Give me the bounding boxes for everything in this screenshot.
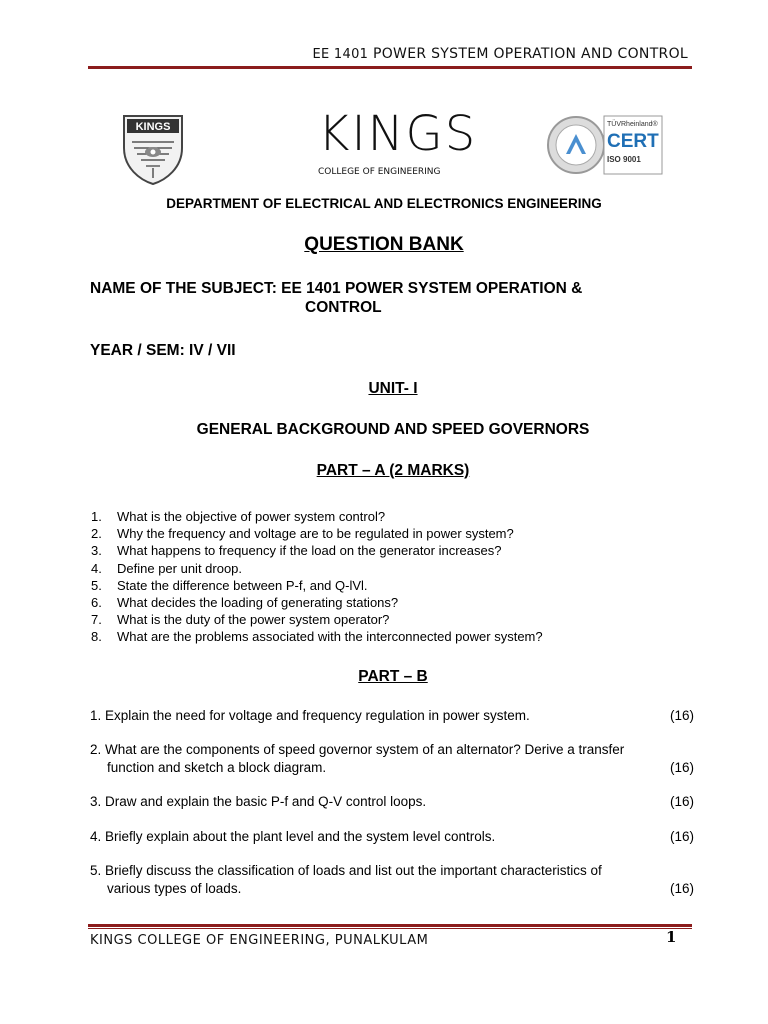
year-semester: YEAR / SEM: IV / VII bbox=[90, 342, 236, 359]
college-subtitle: COLLEGE OF ENGINEERING bbox=[318, 167, 441, 177]
iso-certification-icon bbox=[546, 114, 664, 176]
list-item: 6. What decides the loading of generating stations? bbox=[91, 594, 399, 610]
page-number: 1 bbox=[666, 928, 677, 946]
unit-title: GENERAL BACKGROUND AND SPEED GOVERNORS bbox=[196, 421, 590, 438]
list-item: 8. What are the problems associated with the interconnected power system? bbox=[91, 629, 543, 645]
page-title: QUESTION BANK bbox=[304, 234, 464, 255]
part-b-question-5: 5. Briefly discuss the classification of loads and list out the important characteristics of various types of loads. (16) bbox=[90, 863, 694, 896]
list-item: 3. What happens to frequency if the load on the generator increases? bbox=[91, 543, 502, 559]
college-name: KINGS bbox=[318, 106, 478, 162]
footer-college: KINGS COLLEGE OF ENGINEERING, PUNALKULAM bbox=[90, 933, 429, 948]
emblem-label: KINGS bbox=[135, 121, 171, 133]
course-code: EE 1401 bbox=[312, 47, 369, 62]
part-b-question-3: 3. Draw and explain the basic P-f and Q-V control loops. (16) bbox=[90, 794, 694, 809]
part-a-heading: PART – A (2 MARKS) bbox=[316, 462, 470, 479]
marks-label: (16) bbox=[669, 794, 694, 809]
subject-name: NAME OF THE SUBJECT: EE 1401 POWER SYSTEM OPERATION & bbox=[90, 280, 583, 297]
subject-name-continued: CONTROL bbox=[305, 299, 382, 316]
marks-label: (16) bbox=[669, 760, 694, 775]
list-item: 4. Define per unit droop. bbox=[91, 560, 243, 576]
running-header bbox=[312, 46, 688, 62]
part-b-question-4: 4. Briefly explain about the plant level and the system level controls. (16) bbox=[90, 829, 694, 844]
cert-label: CERT bbox=[607, 131, 659, 152]
marks-label: (16) bbox=[669, 829, 694, 844]
list-item: 2. Why the frequency and voltage are to be regulated in power system? bbox=[91, 526, 514, 542]
part-b-question-2: 2. What are the components of speed governor system of an alternator? Derive a transfer function and sketch a block diagram. (16) bbox=[90, 742, 694, 775]
cert-brand: TÜVRheinland® bbox=[607, 121, 658, 128]
part-a-question-list bbox=[91, 508, 543, 646]
footer-rule-thin bbox=[88, 928, 692, 929]
footer-rule bbox=[88, 924, 692, 927]
cert-standard: ISO 9001 bbox=[607, 155, 641, 164]
list-item: 7. What is the duty of the power system operator? bbox=[91, 612, 390, 628]
list-item: 1. What is the objective of power system control? bbox=[91, 509, 386, 524]
course-name: POWER SYSTEM OPERATION AND CONTROL bbox=[372, 46, 688, 62]
marks-label: (16) bbox=[669, 881, 694, 896]
college-emblem-icon bbox=[120, 112, 186, 186]
part-b-heading: PART – B bbox=[358, 668, 428, 685]
marks-label: (16) bbox=[669, 708, 694, 723]
header-rule bbox=[88, 66, 692, 69]
unit-heading: UNIT- I bbox=[368, 380, 418, 397]
department-heading: DEPARTMENT OF ELECTRICAL AND ELECTRONICS ENGINEERING bbox=[166, 196, 602, 211]
list-item: 5. State the difference between P-f, and Q-lVl. bbox=[91, 577, 368, 593]
part-b-question-1: 1. Explain the need for voltage and frequency regulation in power system. (16) bbox=[90, 708, 694, 723]
